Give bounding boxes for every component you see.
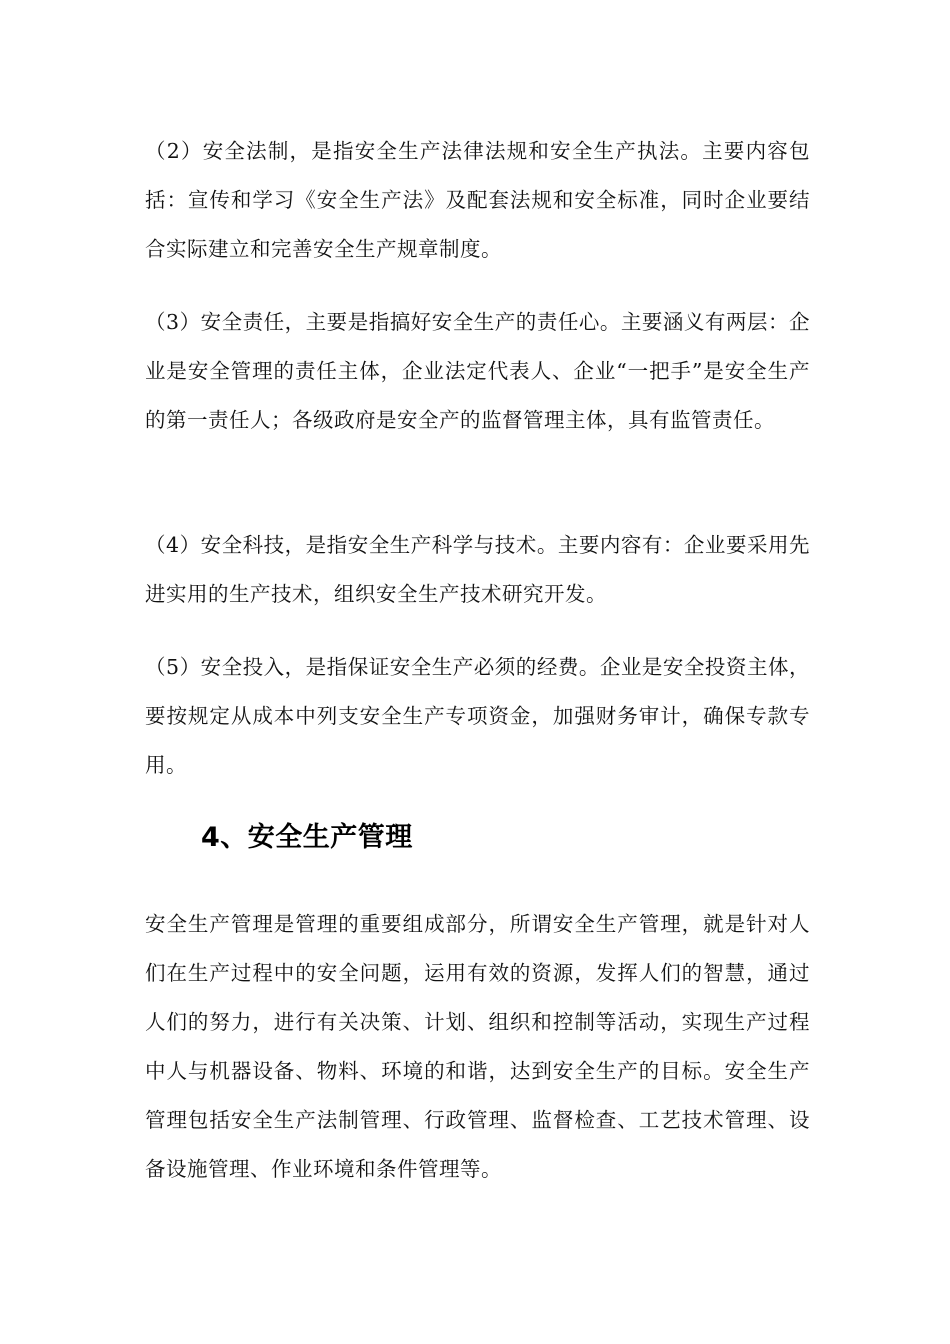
paragraph-safety-legal: （2）安全法制，是指安全生产法律法规和安全生产执法。主要内容包括：宣传和学习《安全生产法》及配套法规和安全标准，同时企业要结合实际建立和完善安全生产规章制度。 [145, 139, 810, 261]
section-heading: 4、安全生产管理 [201, 822, 413, 853]
paragraph-safety-investment: （5）安全投入，是指保证安全生产必须的经费。企业是安全投资主体，要按规定从成本中列支安全生产专项资金，加强财务审计，确保专款专用。 [145, 655, 810, 777]
paragraph-safety-technology: （4）安全科技，是指安全生产科学与技术。主要内容有：企业要采用先进实用的生产技术，组织安全生产技术研究开发。 [145, 533, 810, 606]
paragraph-safety-responsibility: （3）安全责任，主要是指搞好安全生产的责任心。主要涵义有两层：企业是安全管理的责任主体，企业法定代表人、企业“一把手”是安全生产的第一责任人；各级政府是安全产的监督管理主体，具有监管责任。 [145, 310, 810, 432]
section-body-paragraph: 安全生产管理是管理的重要组成部分，所谓安全生产管理，就是针对人们在生产过程中的安全问题，运用有效的资源，发挥人们的智慧，通过人们的努力，进行有关决策、计划、组织和控制等活动，实现生产过程中人与机器设备、物料、环境的和谐，达到安全生产的目标。安全生产管理包括安全生产法制管理、行政管理、监督检查、工艺技术管理、设备设施管理、作业环境和条件管理等。 [145, 912, 810, 1181]
